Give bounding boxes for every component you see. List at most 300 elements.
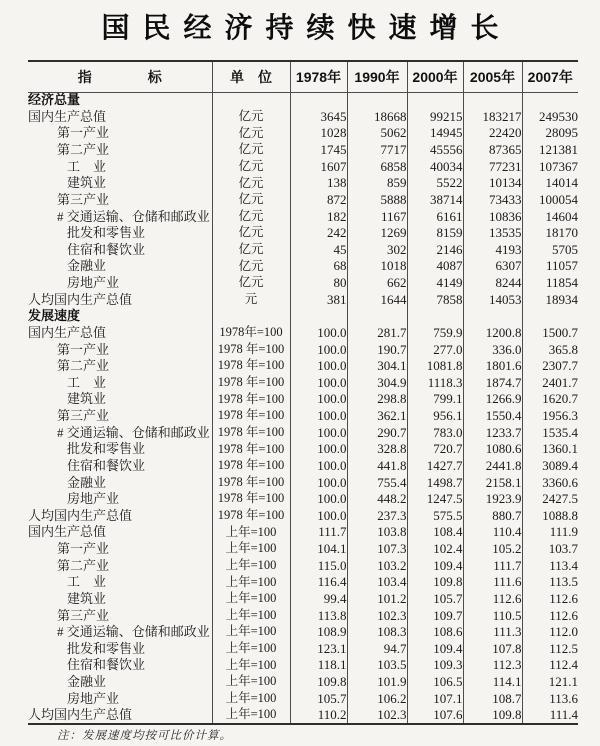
value-cell: 3089.4 <box>542 457 578 473</box>
value-cell: 99.4 <box>290 591 347 608</box>
value-cell: 1081.8 <box>407 358 463 375</box>
value-cell: 2401.7 <box>542 374 578 390</box>
value-cell: 106.2 <box>347 691 407 708</box>
unit-cell: 亿元 <box>212 258 290 275</box>
page-title: 国民经济持续快速增长 <box>101 12 512 43</box>
value-cell: 859 <box>347 175 407 192</box>
value-cell: 113.4 <box>549 557 578 573</box>
unit-cell: 1978 年=100 <box>212 474 290 491</box>
unit-cell: 上年=100 <box>212 624 290 641</box>
value-cell: 304.1 <box>347 358 407 375</box>
unit-cell: 亿元 <box>212 192 290 209</box>
unit-cell: 上年=100 <box>212 657 290 674</box>
value-cell: 14945 <box>407 125 463 142</box>
unit-cell: 上年=100 <box>212 574 290 591</box>
value-cell: 183217 <box>463 109 522 126</box>
section-row <box>28 308 578 325</box>
value-cell: 118.1 <box>290 657 347 674</box>
value-cell <box>290 308 347 325</box>
value-cell: 1500.7 <box>542 324 578 340</box>
value-cell: 362.1 <box>347 408 407 425</box>
table-row <box>28 175 578 192</box>
value-cell: 100.0 <box>290 391 347 408</box>
value-cell: 1080.6 <box>463 441 522 458</box>
value-cell <box>522 308 578 325</box>
value-cell: 11057 <box>545 258 578 274</box>
row-label-cell: 住宿和餐饮业 <box>28 242 212 259</box>
value-cell: 115.0 <box>290 558 347 575</box>
value-cell: 22420 <box>463 125 522 142</box>
row-label-cell: 第一产业 <box>28 541 212 558</box>
value-cell <box>347 92 407 109</box>
value-cell: 336.0 <box>463 341 522 358</box>
column-header-indicator: 指 标 <box>28 61 212 92</box>
value-cell: 108.6 <box>407 624 463 641</box>
value-cell: 113.8 <box>290 607 347 624</box>
value-cell: 448.2 <box>347 491 407 508</box>
value-cell: 14014 <box>545 175 578 191</box>
unit-cell: 亿元 <box>212 225 290 242</box>
unit-cell <box>212 92 290 109</box>
row-label-cell: 第一产业 <box>28 125 212 142</box>
unit-cell: 上年=100 <box>212 691 290 708</box>
value-cell: 103.7 <box>548 541 578 557</box>
row-label-cell: 批发和零售业 <box>28 441 212 458</box>
value-cell: 872 <box>290 192 347 209</box>
unit-cell: 1978 年=100 <box>212 508 290 525</box>
value-cell: 1923.9 <box>463 491 522 508</box>
value-cell: 182 <box>290 208 347 225</box>
unit-cell: 1978 年=100 <box>212 375 290 392</box>
value-cell: 87365 <box>463 142 522 159</box>
table-row <box>28 541 578 558</box>
value-cell: 45556 <box>407 142 463 159</box>
value-cell: 108.4 <box>407 524 463 541</box>
unit-cell <box>212 308 290 325</box>
value-cell: 103.8 <box>347 524 407 541</box>
table-row <box>28 408 578 425</box>
value-cell: 755.4 <box>347 474 407 491</box>
value-cell <box>407 92 463 109</box>
value-cell: 114.1 <box>463 674 522 691</box>
value-cell: 304.9 <box>347 375 407 392</box>
value-cell: 11854 <box>545 275 578 291</box>
value-cell: 112.3 <box>463 657 522 674</box>
value-cell: 10134 <box>463 175 522 192</box>
value-cell <box>463 92 522 109</box>
row-label-cell: 人均国内生产总值 <box>28 508 212 525</box>
value-cell: 38714 <box>407 192 463 209</box>
table-row <box>28 707 578 724</box>
value-cell: 2307.7 <box>542 358 578 374</box>
table-row <box>28 125 578 142</box>
value-cell: 381 <box>290 292 347 309</box>
table-row <box>28 558 578 575</box>
value-cell: 100054 <box>539 191 578 207</box>
value-cell: 94.7 <box>347 641 407 658</box>
value-cell: 109.4 <box>407 558 463 575</box>
table-row <box>28 508 578 525</box>
value-cell: 3360.6 <box>542 474 578 490</box>
value-cell: 1620.7 <box>542 391 578 407</box>
row-label-cell: 建筑业 <box>28 591 212 608</box>
value-cell: 365.8 <box>548 341 578 357</box>
value-cell: 112.6 <box>463 591 522 608</box>
value-cell: 237.3 <box>347 508 407 525</box>
value-cell: 100.0 <box>290 375 347 392</box>
value-cell: 111.3 <box>463 624 522 641</box>
value-cell: 110.2 <box>290 707 347 724</box>
table-row <box>28 591 578 608</box>
value-cell: 123.1 <box>290 641 347 658</box>
value-cell: 107.1 <box>407 691 463 708</box>
value-cell: 720.7 <box>407 441 463 458</box>
value-cell: 106.5 <box>407 674 463 691</box>
table-row <box>28 691 578 708</box>
unit-cell: 1978 年=100 <box>212 341 290 358</box>
table-row <box>28 208 578 225</box>
value-cell: 28095 <box>545 125 578 141</box>
value-cell: 100.0 <box>290 474 347 491</box>
table-row <box>28 391 578 408</box>
table-row <box>28 258 578 275</box>
value-cell: 18170 <box>545 225 578 241</box>
unit-cell: 1978 年=100 <box>212 491 290 508</box>
column-header-unit: 单 位 <box>212 61 290 92</box>
value-cell: 1607 <box>290 159 347 176</box>
table-row <box>28 159 578 176</box>
value-cell: 1535.4 <box>542 424 578 440</box>
value-cell: 107367 <box>539 158 578 174</box>
unit-cell: 上年=100 <box>212 591 290 608</box>
value-cell: 799.1 <box>407 391 463 408</box>
table-row <box>28 574 578 591</box>
value-cell: 100.0 <box>290 425 347 442</box>
value-cell <box>522 92 578 109</box>
value-cell: 105.2 <box>463 541 522 558</box>
value-cell: 14604 <box>545 208 578 224</box>
value-cell: 783.0 <box>407 425 463 442</box>
row-label-cell: 第二产业 <box>28 142 212 159</box>
value-cell: 249530 <box>539 108 578 124</box>
value-cell: 112.0 <box>549 624 578 640</box>
value-cell: 1550.4 <box>463 408 522 425</box>
value-cell: 107.8 <box>463 641 522 658</box>
table-row <box>28 109 578 126</box>
table-row <box>28 358 578 375</box>
value-cell: 80 <box>290 275 347 292</box>
value-cell: 1167 <box>347 208 407 225</box>
value-cell: 105.7 <box>407 591 463 608</box>
unit-cell: 上年=100 <box>212 641 290 658</box>
value-cell: 8159 <box>407 225 463 242</box>
row-label-cell: 金融业 <box>28 258 212 275</box>
table-row <box>28 474 578 491</box>
value-cell: 108.3 <box>347 624 407 641</box>
value-cell: 1360.1 <box>542 441 578 457</box>
value-cell: 1801.6 <box>463 358 522 375</box>
table-row <box>28 142 578 159</box>
unit-cell: 1978 年=100 <box>212 391 290 408</box>
table-row <box>28 275 578 292</box>
value-cell: 100.0 <box>290 341 347 358</box>
row-label-cell: 房地产业 <box>28 491 212 508</box>
value-cell: 328.8 <box>347 441 407 458</box>
unit-cell: 亿元 <box>212 175 290 192</box>
footnote: 注：发展速度均按可比价计算。 <box>57 730 232 742</box>
value-cell: 111.7 <box>463 558 522 575</box>
table-row <box>28 375 578 392</box>
table-row <box>28 674 578 691</box>
unit-cell: 上年=100 <box>212 707 290 724</box>
value-cell <box>407 308 463 325</box>
value-cell: 102.4 <box>407 541 463 558</box>
value-cell: 113.5 <box>549 574 578 590</box>
row-label-cell: 人均国内生产总值 <box>28 707 212 724</box>
value-cell: 103.4 <box>347 574 407 591</box>
value-cell: 6307 <box>463 258 522 275</box>
unit-cell: 亿元 <box>212 109 290 126</box>
value-cell <box>347 308 407 325</box>
row-label-cell: 第三产业 <box>28 192 212 209</box>
value-cell: 107.3 <box>347 541 407 558</box>
value-cell: 5888 <box>347 192 407 209</box>
header-row <box>28 61 578 92</box>
table-row <box>28 242 578 259</box>
statistics-table <box>28 60 578 725</box>
unit-cell: 上年=100 <box>212 607 290 624</box>
table-row <box>28 491 578 508</box>
unit-cell: 上年=100 <box>212 541 290 558</box>
table-row <box>28 192 578 209</box>
value-cell: 3645 <box>290 109 347 126</box>
value-cell: 1427.7 <box>407 458 463 475</box>
value-cell <box>463 308 522 325</box>
value-cell: 1874.7 <box>463 375 522 392</box>
value-cell: 1956.3 <box>542 408 578 424</box>
value-cell: 109.7 <box>407 607 463 624</box>
value-cell: 45 <box>290 242 347 259</box>
value-cell: 100.0 <box>290 458 347 475</box>
row-label-cell: 金融业 <box>28 474 212 491</box>
value-cell: 107.6 <box>407 707 463 724</box>
unit-cell: 亿元 <box>212 242 290 259</box>
row-label-cell: 批发和零售业 <box>28 641 212 658</box>
value-cell: 759.9 <box>407 325 463 342</box>
value-cell: 1644 <box>347 292 407 309</box>
unit-cell: 亿元 <box>212 125 290 142</box>
row-label-cell: 人均国内生产总值 <box>28 292 212 309</box>
unit-cell: 亿元 <box>212 142 290 159</box>
value-cell: 113.6 <box>549 690 578 706</box>
value-cell: 73433 <box>463 192 522 209</box>
value-cell: 2158.1 <box>463 474 522 491</box>
value-cell: 10836 <box>463 208 522 225</box>
column-header-1978: 1978年 <box>290 61 347 92</box>
value-cell: 441.8 <box>347 458 407 475</box>
value-cell: 100.0 <box>290 358 347 375</box>
row-label-cell: 建筑业 <box>28 391 212 408</box>
value-cell: 13535 <box>463 225 522 242</box>
value-cell: 7858 <box>407 292 463 309</box>
value-cell: 100.0 <box>290 508 347 525</box>
value-cell: 112.6 <box>549 590 578 606</box>
value-cell: 105.7 <box>290 691 347 708</box>
value-cell: 112.6 <box>549 607 578 623</box>
value-cell: 1269 <box>347 225 407 242</box>
value-cell: 110.5 <box>463 607 522 624</box>
value-cell: 956.1 <box>407 408 463 425</box>
value-cell: 100.0 <box>290 441 347 458</box>
unit-cell: 1978 年=100 <box>212 458 290 475</box>
value-cell: 101.9 <box>347 674 407 691</box>
table-row <box>28 524 578 541</box>
value-cell: 2427.5 <box>542 491 578 507</box>
table-row <box>28 657 578 674</box>
row-label-cell: # 交通运输、仓储和邮政业 <box>28 624 212 641</box>
row-label-cell: 国内生产总值 <box>28 524 212 541</box>
table-row <box>28 607 578 624</box>
unit-cell: 亿元 <box>212 275 290 292</box>
value-cell: 109.3 <box>407 657 463 674</box>
value-cell: 102.3 <box>347 607 407 624</box>
row-label-cell: 经济总量 <box>28 92 212 109</box>
value-cell: 109.8 <box>407 574 463 591</box>
row-label-cell: 工 业 <box>28 159 212 176</box>
table-row <box>28 341 578 358</box>
row-label-cell: 发展速度 <box>28 308 212 325</box>
value-cell: 112.5 <box>549 640 578 656</box>
value-cell: 1200.8 <box>463 325 522 342</box>
value-cell: 7717 <box>347 142 407 159</box>
value-cell: 18934 <box>545 291 578 307</box>
table-row <box>28 425 578 442</box>
unit-cell: 亿元 <box>212 208 290 225</box>
value-cell: 1247.5 <box>407 491 463 508</box>
value-cell: 121381 <box>539 142 578 158</box>
section-row <box>28 92 578 109</box>
value-cell: 116.4 <box>290 574 347 591</box>
value-cell: 1266.9 <box>463 391 522 408</box>
unit-cell: 1978年=100 <box>212 325 290 342</box>
row-label-cell: 国内生产总值 <box>28 325 212 342</box>
row-label-cell: 金融业 <box>28 674 212 691</box>
value-cell: 190.7 <box>347 341 407 358</box>
value-cell: 290.7 <box>347 425 407 442</box>
row-label-cell: 住宿和餐饮业 <box>28 458 212 475</box>
value-cell: 5062 <box>347 125 407 142</box>
value-cell: 138 <box>290 175 347 192</box>
table-row <box>28 641 578 658</box>
value-cell: 4193 <box>463 242 522 259</box>
row-label-cell: 第三产业 <box>28 607 212 624</box>
value-cell: 8244 <box>463 275 522 292</box>
row-label-cell: 工 业 <box>28 574 212 591</box>
value-cell: 575.5 <box>407 508 463 525</box>
value-cell: 101.2 <box>347 591 407 608</box>
value-cell: 99215 <box>407 109 463 126</box>
value-cell: 1018 <box>347 258 407 275</box>
value-cell <box>290 92 347 109</box>
table-row <box>28 624 578 641</box>
value-cell: 1498.7 <box>407 474 463 491</box>
value-cell: 77231 <box>463 159 522 176</box>
value-cell: 68 <box>290 258 347 275</box>
unit-cell: 上年=100 <box>212 674 290 691</box>
value-cell: 4087 <box>407 258 463 275</box>
column-header-1990: 1990年 <box>347 61 407 92</box>
unit-cell: 元 <box>212 292 290 309</box>
value-cell: 302 <box>347 242 407 259</box>
value-cell: 103.5 <box>347 657 407 674</box>
value-cell: 18668 <box>347 109 407 126</box>
row-label-cell: 工 业 <box>28 375 212 392</box>
value-cell: 14053 <box>463 292 522 309</box>
unit-cell: 上年=100 <box>212 558 290 575</box>
value-cell: 121.1 <box>548 674 578 690</box>
value-cell: 111.6 <box>463 574 522 591</box>
value-cell: 1233.7 <box>463 425 522 442</box>
row-label-cell: 建筑业 <box>28 175 212 192</box>
value-cell: 108.9 <box>290 624 347 641</box>
value-cell: 880.7 <box>463 508 522 525</box>
value-cell: 109.8 <box>290 674 347 691</box>
value-cell: 5705 <box>552 241 578 257</box>
value-cell: 40034 <box>407 159 463 176</box>
unit-cell: 1978 年=100 <box>212 358 290 375</box>
value-cell: 110.4 <box>463 524 522 541</box>
value-cell: 109.4 <box>407 641 463 658</box>
table-row <box>28 292 578 309</box>
value-cell: 103.2 <box>347 558 407 575</box>
value-cell: 108.7 <box>463 691 522 708</box>
value-cell: 277.0 <box>407 341 463 358</box>
unit-cell: 亿元 <box>212 159 290 176</box>
unit-cell: 1978 年=100 <box>212 425 290 442</box>
value-cell: 100.0 <box>290 408 347 425</box>
value-cell: 2146 <box>407 242 463 259</box>
row-label-cell: 第一产业 <box>28 341 212 358</box>
row-label-cell: 国内生产总值 <box>28 109 212 126</box>
value-cell: 298.8 <box>347 391 407 408</box>
value-cell: 1028 <box>290 125 347 142</box>
value-cell: 100.0 <box>290 491 347 508</box>
value-cell: 1088.8 <box>542 507 578 523</box>
value-cell: 1745 <box>290 142 347 159</box>
value-cell: 6161 <box>407 208 463 225</box>
row-label-cell: # 交通运输、仓储和邮政业 <box>28 425 212 442</box>
value-cell: 281.7 <box>347 325 407 342</box>
value-cell: 109.8 <box>463 707 522 724</box>
value-cell: 5522 <box>407 175 463 192</box>
unit-cell: 1978 年=100 <box>212 441 290 458</box>
value-cell: 111.9 <box>549 524 578 540</box>
value-cell: 111.7 <box>290 524 347 541</box>
value-cell: 112.4 <box>549 657 578 673</box>
table-row <box>28 458 578 475</box>
row-label-cell: 第二产业 <box>28 358 212 375</box>
row-label-cell: 房地产业 <box>28 275 212 292</box>
value-cell: 4149 <box>407 275 463 292</box>
unit-cell: 1978 年=100 <box>212 408 290 425</box>
row-label-cell: # 交通运输、仓储和邮政业 <box>28 208 212 225</box>
value-cell: 100.0 <box>290 325 347 342</box>
row-label-cell: 第二产业 <box>28 558 212 575</box>
value-cell: 111.4 <box>549 707 578 722</box>
table-row <box>28 225 578 242</box>
row-label-cell: 批发和零售业 <box>28 225 212 242</box>
column-header-2000: 2000年 <box>407 61 463 92</box>
